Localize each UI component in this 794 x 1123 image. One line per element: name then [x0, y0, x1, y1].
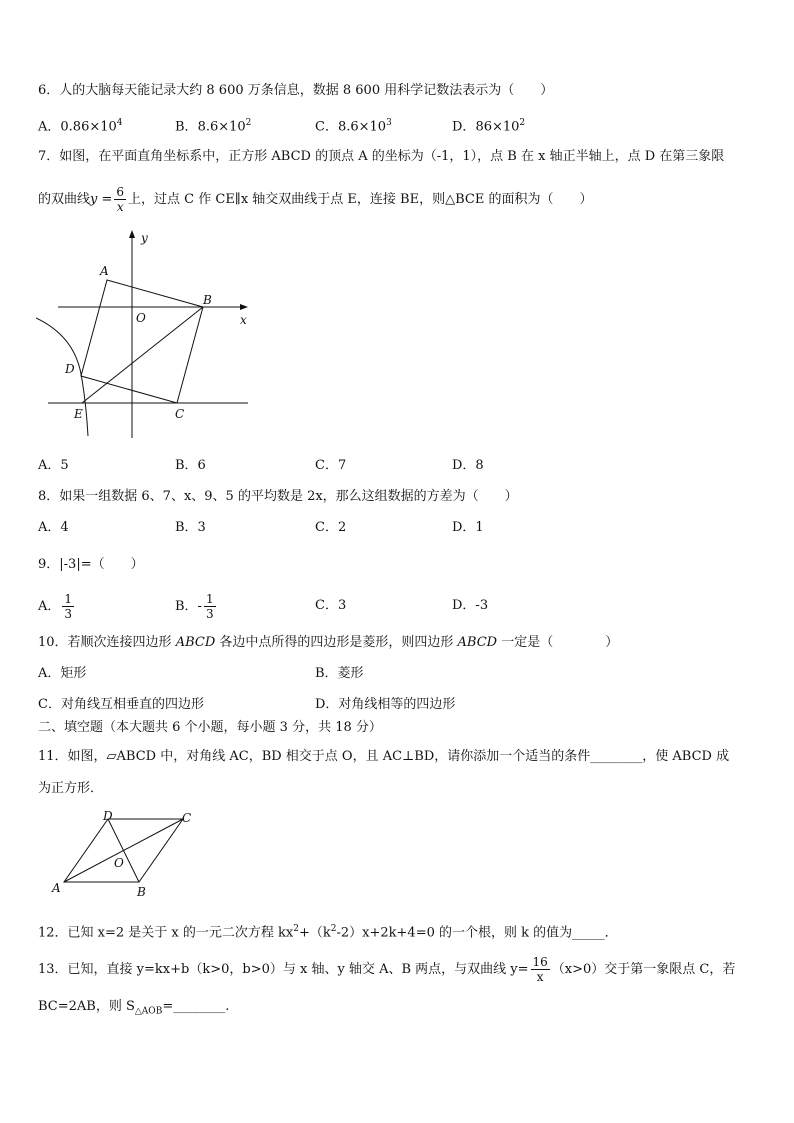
label-d: D: [65, 362, 75, 376]
label-c: C: [182, 811, 192, 825]
q13-stem-line2: BC=2AB，则 $S_{\triangle AOB}=\_\_\_\_\_\_\_\_$.: [38, 999, 230, 1017]
q7-option-a: A．5: [38, 458, 69, 473]
x-axis-label: x: [240, 313, 247, 327]
q7-stem-line2: 的双曲线y = $\frac{6}{x}$ 上，过点 C 作 CE∥x 轴交双曲线于点 E，连接 BE，则△BCE 的面积为（ ）: [38, 185, 593, 214]
diagonal-bd: [108, 819, 139, 882]
q6-option-a: A．$0.86\times 10^4$: [38, 118, 123, 135]
q9-fraction-a: $\frac{1}{3}$: [64, 592, 73, 621]
label-a: A: [100, 264, 109, 278]
q6-option-d: D．$86\times 10^2$: [452, 118, 526, 135]
label-b: B: [137, 885, 146, 898]
q8-stem: 8．如果一组数据 6、7、x、9、5 的平均数是 2x，那么这组数据的方差为（ ）: [38, 489, 518, 504]
q13-fraction: $\frac{16}{x}$: [532, 955, 548, 984]
q8-option-c: C．2: [315, 520, 347, 535]
q10-option-c: C．对角线互相垂直的四边形: [38, 697, 204, 712]
q10-option-b: B．菱形: [315, 666, 364, 681]
q10-stem: 10．若顺次连接四边形 ABCD 各边中点所得的四边形是菱形，则四边形 ABCD 一定是（ ）: [38, 635, 619, 650]
q6-stem: 6．人的大脑每天能记录大约 8 600 万条信息，数据 8 600 用科学记数法表示为（ ）: [38, 83, 554, 98]
origin-label: O: [136, 311, 146, 325]
x-axis-arrow: [240, 304, 248, 310]
q6-option-b: B．$8.6\times 10^2$: [175, 118, 252, 135]
q11-stem-line1: 11．如图，▱ABCD 中，对角线 AC，BD 相交于点 O，且 AC⊥BD，请你添加一个适当的条件________，使 ABCD 成: [38, 749, 730, 764]
q9-option-c: C．3: [315, 598, 347, 613]
q7-option-c: C．7: [315, 458, 347, 473]
label-c: C: [175, 407, 185, 421]
q9-stem: 9．|-3|=（ ）: [38, 557, 144, 572]
q7-fraction: $\frac{6}{x}$: [116, 185, 125, 214]
q11-figure: [48, 808, 208, 898]
q8-option-a: A．4: [38, 520, 69, 535]
q7-option-d: D．8: [452, 458, 484, 473]
q8-option-d: D．1: [452, 520, 484, 535]
square-abcd: [81, 280, 203, 403]
section-heading-fill-in: 二、填空题（本大题共 6 个小题，每小题 3 分，共 18 分）: [38, 720, 382, 735]
q13-stem-line1: 13．已知，直接 y=kx+b（k>0，b>0）与 x 轴、y 轴交 A、B 两点，与双曲线 y= $\frac{16}{x}$ （x>0）交于第一象限点 C，若: [38, 955, 736, 984]
q12-stem: 12．已知 x=2 是关于 x 的一元二次方程 $kx^2+(k^2-2)x+2k+4=0$ 的一个根，则 k 的值为_____．: [38, 924, 618, 941]
label-d: D: [103, 809, 113, 823]
label-b: B: [203, 293, 212, 307]
q9-option-b: B．- $\frac{1}{3}$: [175, 592, 214, 621]
label-a: A: [52, 881, 61, 895]
q7-option-b: B．6: [175, 458, 206, 473]
q9-fraction-b: $\frac{1}{3}$: [205, 592, 214, 621]
label-o: O: [114, 856, 124, 870]
q10-option-a: A．矩形: [38, 666, 87, 681]
q10-option-d: D．对角线相等的四边形: [315, 697, 456, 712]
q6-option-c: C．$8.6\times 10^3$: [315, 118, 392, 135]
q9-option-a: A． $\frac{1}{3}$: [38, 592, 73, 621]
label-e: E: [74, 407, 83, 421]
q11-stem-line2: 为正方形．: [38, 781, 104, 796]
q7-figure: [36, 226, 266, 441]
q9-option-d: D．-3: [452, 598, 489, 613]
q8-option-b: B．3: [175, 520, 206, 535]
y-axis-label: y: [141, 231, 148, 245]
y-axis-arrow: [129, 230, 135, 238]
q7-stem-line1: 7．如图，在平面直角坐标系中，正方形 ABCD 的顶点 A 的坐标为（-1，1），点 B 在 x 轴正半轴上，点 D 在第三象限: [38, 149, 725, 164]
